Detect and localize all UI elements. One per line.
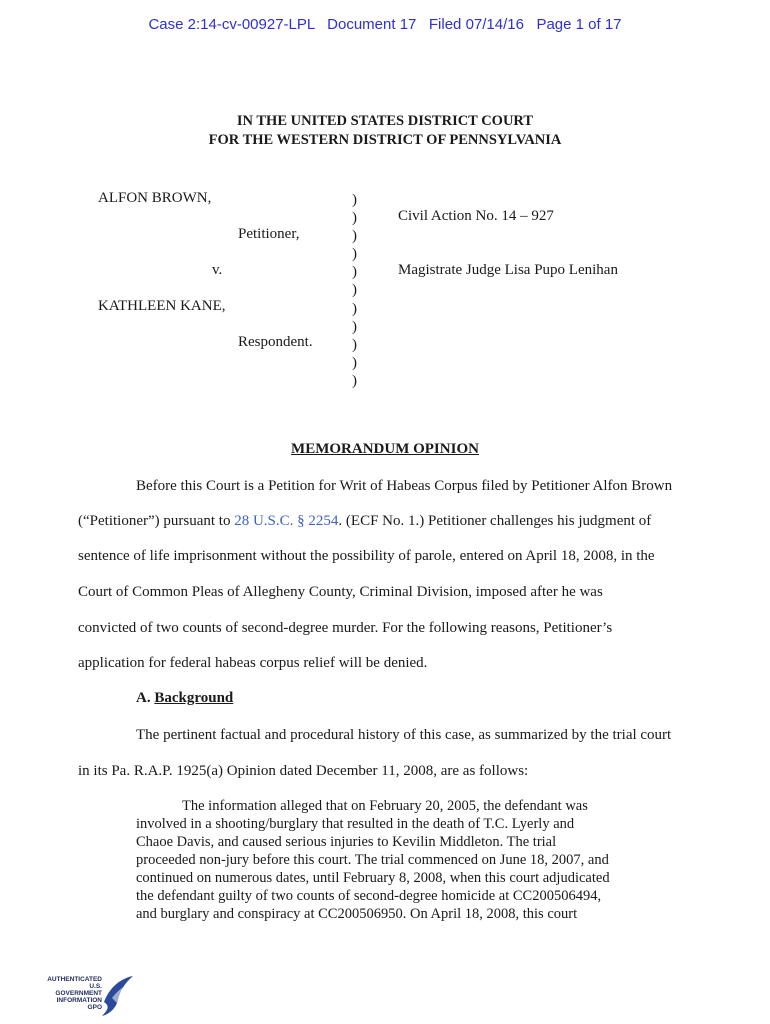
court-title-line1: IN THE UNITED STATES DISTRICT COURT bbox=[236, 113, 534, 129]
caption-paren: ) bbox=[352, 354, 357, 371]
memo-paragraph-line bbox=[78, 513, 651, 530]
caption-paren: ) bbox=[352, 210, 357, 227]
section-title: Background bbox=[154, 690, 234, 706]
petitioner-name: ALFON BROWN, bbox=[98, 190, 212, 206]
memo-paragraph-line: Before this Court is a Petition for Writ of Habeas Corpus filed by Petitioner Alfon Brown bbox=[136, 478, 673, 494]
gpo-logo-line: INFORMATION bbox=[56, 997, 102, 1004]
memo-paragraph-line: application for federal habeas corpus relief will be denied. bbox=[78, 655, 428, 671]
gpo-logo-line: AUTHENTICATED bbox=[47, 976, 102, 983]
gpo-logo-text bbox=[44, 976, 102, 1011]
caption-paren: ) bbox=[352, 264, 357, 281]
memo-paragraph-line: sentence of life imprisonment without the possibility of parole, entered on April 18, 2008, in the bbox=[78, 548, 655, 564]
section-heading-background bbox=[136, 690, 233, 707]
respondent-role: Respondent. bbox=[238, 334, 313, 350]
background-paragraph-line: in its Pa. R.A.P. 1925(a) Opinion dated December 11, 2008, are as follows: bbox=[78, 763, 529, 779]
block-quote-line: and burglary and conspiracy at CC200506950. On April 18, 2008, this court bbox=[136, 906, 578, 922]
petitioner-role: Petitioner, bbox=[238, 226, 300, 242]
memo-text: . (ECF No. 1.) Petitioner challenges his judgment of bbox=[338, 513, 652, 529]
block-quote-line: continued on numerous dates, until February 8, 2008, when this court adjudicated bbox=[136, 870, 610, 886]
caption-paren: ) bbox=[352, 300, 357, 317]
caption-paren: ) bbox=[352, 192, 357, 208]
statute-citation-link[interactable]: 28 U.S.C. § 2254 bbox=[234, 513, 339, 529]
court-title-line2: FOR THE WESTERN DISTRICT OF PENNSYLVANIA bbox=[208, 132, 562, 148]
block-quote-line: involved in a shooting/burglary that resulted in the death of T.C. Lyerly and bbox=[136, 816, 575, 832]
block-quote-line: proceeded non-jury before this court. The trial commenced on June 18, 2007, and bbox=[136, 852, 609, 868]
section-letter: A. bbox=[136, 690, 151, 706]
background-paragraph-line: The pertinent factual and procedural history of this case, as summarized by the trial court bbox=[136, 727, 672, 743]
magistrate-judge: Magistrate Judge Lisa Pupo Lenihan bbox=[398, 262, 618, 278]
respondent-name: KATHLEEN KANE, bbox=[98, 298, 226, 314]
memo-paragraph-line: Court of Common Pleas of Allegheny County, Criminal Division, imposed after he was bbox=[78, 584, 603, 600]
civil-action-number: Civil Action No. 14 – 927 bbox=[398, 208, 554, 224]
gpo-authentication-logo bbox=[44, 972, 134, 1018]
caption-paren: ) bbox=[352, 318, 357, 335]
caption-paren-column bbox=[352, 191, 357, 390]
block-quote-line: The information alleged that on February 20, 2005, the defendant was bbox=[182, 798, 588, 814]
gpo-logo-mark: GPO bbox=[87, 1004, 102, 1011]
memo-text: (“Petitioner”) pursuant to bbox=[78, 513, 235, 529]
block-quote-line: Chaoe Davis, and caused serious injuries to Kevilin Middleton. The trial bbox=[136, 834, 557, 850]
gpo-eagle-icon bbox=[100, 972, 136, 1018]
versus-label: v. bbox=[212, 262, 223, 278]
caption-paren: ) bbox=[352, 246, 357, 263]
case-header-stamp: Case 2:14-cv-00927-LPL Document 17 Filed 07/14/16 Page 1 of 17 bbox=[148, 16, 622, 33]
caption-paren: ) bbox=[352, 282, 357, 299]
block-quote-line: the defendant guilty of two counts of second-degree homicide at CC200506494, bbox=[136, 888, 602, 904]
memo-paragraph-line: convicted of two counts of second-degree murder. For the following reasons, Petitioner’s bbox=[78, 620, 613, 636]
gpo-logo-line: U.S. GOVERNMENT bbox=[55, 983, 102, 997]
caption-paren: ) bbox=[352, 372, 357, 389]
court-title bbox=[0, 112, 770, 150]
caption-paren: ) bbox=[352, 228, 357, 245]
caption-paren: ) bbox=[352, 336, 357, 353]
memorandum-title: MEMORANDUM OPINION bbox=[291, 441, 479, 457]
